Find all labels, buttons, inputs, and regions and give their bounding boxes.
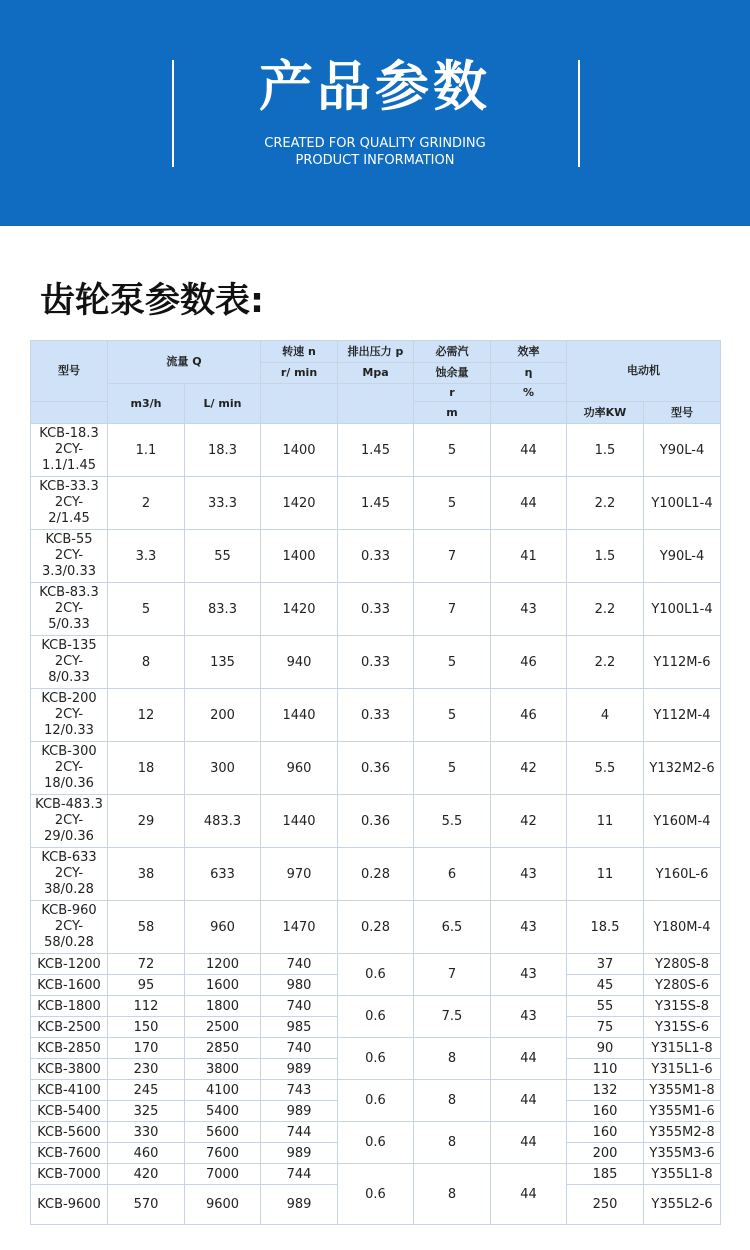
flow-m3h-cell: 8 [108, 636, 185, 689]
speed-cell: 740 [261, 954, 338, 975]
npsh-cell: 7.5 [414, 996, 491, 1038]
table-row [31, 1080, 721, 1101]
speed-cell: 989 [261, 1143, 338, 1164]
table-row [31, 636, 721, 689]
header-npsh-line3: r [414, 384, 491, 402]
table-row [31, 1122, 721, 1143]
model-text: 38/0.28 [44, 882, 94, 897]
pressure-cell: 1.45 [338, 477, 414, 530]
table-row [31, 1038, 721, 1059]
model-cell [31, 424, 108, 477]
model-text: KCB-18.3 [39, 426, 99, 441]
motor-model-cell: Y355M3-6 [644, 1143, 721, 1164]
speed-cell: 744 [261, 1122, 338, 1143]
model-text: 8/0.33 [48, 670, 90, 685]
motor-model-cell: Y355L1-8 [644, 1164, 721, 1185]
flow-m3h-cell: 72 [108, 954, 185, 975]
motor-power-cell: 2.2 [567, 583, 644, 636]
motor-model-cell: Y315S-6 [644, 1017, 721, 1038]
npsh-cell: 5 [414, 636, 491, 689]
model-cell [31, 583, 108, 636]
model-text: 2CY- [54, 548, 84, 563]
flow-m3h-cell: 230 [108, 1059, 185, 1080]
efficiency-cell: 46 [491, 636, 567, 689]
pressure-cell: 0.6 [338, 954, 414, 996]
npsh-cell: 7 [414, 954, 491, 996]
speed-cell: 1420 [261, 583, 338, 636]
motor-power-cell: 2.2 [567, 477, 644, 530]
motor-model-cell: Y315L1-6 [644, 1059, 721, 1080]
model-cell: KCB-9600 [31, 1185, 108, 1225]
model-text: 2CY- [54, 601, 84, 616]
model-cell: KCB-7600 [31, 1143, 108, 1164]
model-text: 1.1/1.45 [42, 458, 96, 473]
speed-cell: 970 [261, 848, 338, 901]
header-model-blank [31, 402, 108, 424]
section-title: 齿轮泵参数表: [40, 281, 264, 321]
header-efficiency-line3: % [491, 384, 567, 402]
flow-m3h-cell: 29 [108, 795, 185, 848]
model-cell: KCB-3800 [31, 1059, 108, 1080]
model-cell: KCB-1600 [31, 975, 108, 996]
pressure-cell: 0.6 [338, 1080, 414, 1122]
model-text: 5/0.33 [48, 617, 90, 632]
model-cell: KCB-1800 [31, 996, 108, 1017]
speed-cell: 1420 [261, 477, 338, 530]
efficiency-cell: 44 [491, 477, 567, 530]
flow-m3h-cell: 325 [108, 1101, 185, 1122]
flow-m3h-cell: 58 [108, 901, 185, 954]
motor-model-cell: Y355M2-8 [644, 1122, 721, 1143]
flow-lmin-cell: 1600 [185, 975, 261, 996]
flow-m3h-cell: 38 [108, 848, 185, 901]
speed-cell: 1440 [261, 795, 338, 848]
flow-lmin-cell: 18.3 [185, 424, 261, 477]
motor-power-cell: 4 [567, 689, 644, 742]
header-npsh-line2: 蚀余量 [414, 363, 491, 384]
header-motor-model: 型号 [644, 402, 721, 424]
motor-power-cell: 2.2 [567, 636, 644, 689]
npsh-cell: 8 [414, 1164, 491, 1225]
model-text: 2CY- [54, 866, 84, 881]
speed-cell: 989 [261, 1101, 338, 1122]
header-speed-blank [261, 384, 338, 424]
efficiency-cell: 42 [491, 795, 567, 848]
motor-power-cell: 45 [567, 975, 644, 996]
efficiency-cell: 44 [491, 1080, 567, 1122]
model-text: 2CY- [54, 760, 84, 775]
speed-cell: 743 [261, 1080, 338, 1101]
pressure-cell: 0.36 [338, 742, 414, 795]
flow-lmin-cell: 633 [185, 848, 261, 901]
npsh-cell: 7 [414, 530, 491, 583]
motor-power-cell: 110 [567, 1059, 644, 1080]
motor-power-cell: 185 [567, 1164, 644, 1185]
npsh-cell: 5 [414, 424, 491, 477]
flow-lmin-cell: 7000 [185, 1164, 261, 1185]
speed-cell: 985 [261, 1017, 338, 1038]
model-text: KCB-33.3 [39, 479, 99, 494]
model-text: 2CY- [54, 707, 84, 722]
speed-cell: 940 [261, 636, 338, 689]
efficiency-cell: 43 [491, 996, 567, 1038]
speed-cell: 1470 [261, 901, 338, 954]
speed-cell: 744 [261, 1164, 338, 1185]
flow-m3h-cell: 150 [108, 1017, 185, 1038]
motor-model-cell: Y160L-6 [644, 848, 721, 901]
efficiency-cell: 44 [491, 1038, 567, 1080]
motor-model-cell: Y160M-4 [644, 795, 721, 848]
model-text: 12/0.33 [44, 723, 94, 738]
npsh-cell: 8 [414, 1122, 491, 1164]
speed-cell: 740 [261, 1038, 338, 1059]
flow-m3h-cell: 95 [108, 975, 185, 996]
header-npsh-line4: m [414, 402, 491, 424]
npsh-cell: 8 [414, 1038, 491, 1080]
motor-model-cell: Y90L-4 [644, 530, 721, 583]
header-efficiency-blank [491, 402, 567, 424]
npsh-cell: 8 [414, 1080, 491, 1122]
table-row [31, 689, 721, 742]
model-text: KCB-483.3 [35, 797, 103, 812]
header-banner [0, 0, 750, 226]
model-text: 2CY- [54, 919, 84, 934]
flow-lmin-cell: 2850 [185, 1038, 261, 1059]
flow-lmin-cell: 5600 [185, 1122, 261, 1143]
model-text: KCB-960 [41, 903, 97, 918]
model-text: 29/0.36 [44, 829, 94, 844]
speed-cell: 980 [261, 975, 338, 996]
table-row [31, 583, 721, 636]
header-pressure-line2: Mpa [338, 363, 414, 384]
speed-cell: 1400 [261, 530, 338, 583]
header-speed-line2: r/ min [261, 363, 338, 384]
flow-m3h-cell: 330 [108, 1122, 185, 1143]
motor-model-cell: Y280S-8 [644, 954, 721, 975]
flow-lmin-cell: 33.3 [185, 477, 261, 530]
model-text: KCB-200 [41, 691, 97, 706]
table-row [31, 848, 721, 901]
efficiency-cell: 42 [491, 742, 567, 795]
table-row [31, 530, 721, 583]
model-cell: KCB-4100 [31, 1080, 108, 1101]
flow-m3h-cell: 5 [108, 583, 185, 636]
flow-m3h-cell: 3.3 [108, 530, 185, 583]
table-row [31, 424, 721, 477]
flow-lmin-cell: 960 [185, 901, 261, 954]
model-cell [31, 901, 108, 954]
table-row [31, 1164, 721, 1185]
model-cell [31, 848, 108, 901]
motor-model-cell: Y315L1-8 [644, 1038, 721, 1059]
motor-model-cell: Y355M1-6 [644, 1101, 721, 1122]
motor-model-cell: Y100L1-4 [644, 477, 721, 530]
header-model: 型号 [31, 341, 108, 402]
flow-m3h-cell: 2 [108, 477, 185, 530]
model-text: 3.3/0.33 [42, 564, 96, 579]
pressure-cell: 0.33 [338, 583, 414, 636]
flow-m3h-cell: 1.1 [108, 424, 185, 477]
flow-m3h-cell: 170 [108, 1038, 185, 1059]
motor-power-cell: 1.5 [567, 530, 644, 583]
header-motor: 电动机 [567, 341, 721, 402]
motor-power-cell: 75 [567, 1017, 644, 1038]
npsh-cell: 5 [414, 689, 491, 742]
motor-model-cell: Y90L-4 [644, 424, 721, 477]
model-cell [31, 477, 108, 530]
motor-model-cell: Y132M2-6 [644, 742, 721, 795]
flow-lmin-cell: 2500 [185, 1017, 261, 1038]
motor-power-cell: 90 [567, 1038, 644, 1059]
motor-power-cell: 5.5 [567, 742, 644, 795]
model-text: KCB-83.3 [39, 585, 99, 600]
pressure-cell: 0.36 [338, 795, 414, 848]
model-cell [31, 689, 108, 742]
efficiency-cell: 43 [491, 583, 567, 636]
model-text: 2CY- [54, 495, 84, 510]
motor-power-cell: 1.5 [567, 424, 644, 477]
motor-power-cell: 55 [567, 996, 644, 1017]
motor-model-cell: Y112M-6 [644, 636, 721, 689]
speed-cell: 740 [261, 996, 338, 1017]
header-efficiency-line2: η [491, 363, 567, 384]
efficiency-cell: 44 [491, 1164, 567, 1225]
header-flow-m3h: m3/h [108, 384, 185, 424]
model-cell: KCB-1200 [31, 954, 108, 975]
model-text: 2CY- [54, 654, 84, 669]
model-text: KCB-55 [45, 532, 93, 547]
flow-lmin-cell: 300 [185, 742, 261, 795]
speed-cell: 989 [261, 1185, 338, 1225]
flow-lmin-cell: 135 [185, 636, 261, 689]
npsh-cell: 5 [414, 477, 491, 530]
model-cell: KCB-5600 [31, 1122, 108, 1143]
pressure-cell: 1.45 [338, 424, 414, 477]
efficiency-cell: 44 [491, 424, 567, 477]
flow-m3h-cell: 112 [108, 996, 185, 1017]
model-text: 2CY- [54, 442, 84, 457]
npsh-cell: 7 [414, 583, 491, 636]
pressure-cell: 0.28 [338, 901, 414, 954]
model-cell: KCB-5400 [31, 1101, 108, 1122]
speed-cell: 989 [261, 1059, 338, 1080]
motor-power-cell: 18.5 [567, 901, 644, 954]
flow-m3h-cell: 460 [108, 1143, 185, 1164]
flow-lmin-cell: 200 [185, 689, 261, 742]
pressure-cell: 0.6 [338, 1164, 414, 1225]
motor-model-cell: Y315S-8 [644, 996, 721, 1017]
motor-model-cell: Y355L2-6 [644, 1185, 721, 1225]
model-text: 18/0.36 [44, 776, 94, 791]
efficiency-cell: 44 [491, 1122, 567, 1164]
motor-power-cell: 37 [567, 954, 644, 975]
motor-model-cell: Y112M-4 [644, 689, 721, 742]
flow-lmin-cell: 7600 [185, 1143, 261, 1164]
efficiency-cell: 43 [491, 954, 567, 996]
speed-cell: 1440 [261, 689, 338, 742]
flow-m3h-cell: 12 [108, 689, 185, 742]
motor-power-cell: 160 [567, 1101, 644, 1122]
header-npsh-line1: 必需汽 [414, 341, 491, 363]
table-row [31, 901, 721, 954]
table-row [31, 477, 721, 530]
efficiency-cell: 43 [491, 848, 567, 901]
model-text: KCB-300 [41, 744, 97, 759]
parameter-table [30, 340, 721, 1225]
flow-lmin-cell: 83.3 [185, 583, 261, 636]
model-text: KCB-633 [41, 850, 97, 865]
table-row [31, 795, 721, 848]
pressure-cell: 0.33 [338, 636, 414, 689]
flow-lmin-cell: 5400 [185, 1101, 261, 1122]
flow-m3h-cell: 18 [108, 742, 185, 795]
motor-power-cell: 132 [567, 1080, 644, 1101]
motor-model-cell: Y100L1-4 [644, 583, 721, 636]
model-text: 2/1.45 [48, 511, 90, 526]
efficiency-cell: 41 [491, 530, 567, 583]
motor-model-cell: Y180M-4 [644, 901, 721, 954]
pressure-cell: 0.33 [338, 689, 414, 742]
npsh-cell: 6 [414, 848, 491, 901]
header-pressure-line1: 排出压力 p [338, 341, 414, 363]
model-cell [31, 636, 108, 689]
table-row [31, 954, 721, 975]
motor-power-cell: 11 [567, 795, 644, 848]
motor-power-cell: 11 [567, 848, 644, 901]
npsh-cell: 5.5 [414, 795, 491, 848]
motor-model-cell: Y280S-6 [644, 975, 721, 996]
flow-lmin-cell: 483.3 [185, 795, 261, 848]
model-cell: KCB-2850 [31, 1038, 108, 1059]
flow-lmin-cell: 3800 [185, 1059, 261, 1080]
motor-power-cell: 250 [567, 1185, 644, 1225]
pressure-cell: 0.6 [338, 996, 414, 1038]
motor-power-cell: 200 [567, 1143, 644, 1164]
flow-lmin-cell: 1200 [185, 954, 261, 975]
flow-lmin-cell: 9600 [185, 1185, 261, 1225]
flow-m3h-cell: 570 [108, 1185, 185, 1225]
header-efficiency-line1: 效率 [491, 341, 567, 363]
header-speed-line1: 转速 n [261, 341, 338, 363]
header-flow-lmin: L/ min [185, 384, 261, 424]
npsh-cell: 6.5 [414, 901, 491, 954]
model-cell: KCB-7000 [31, 1164, 108, 1185]
header-motor-power: 功率KW [567, 402, 644, 424]
banner-subtitle-line2: PRODUCT INFORMATION [295, 153, 455, 168]
model-text: KCB-135 [41, 638, 97, 653]
pressure-cell: 0.6 [338, 1038, 414, 1080]
pressure-cell: 0.33 [338, 530, 414, 583]
efficiency-cell: 46 [491, 689, 567, 742]
pressure-cell: 0.6 [338, 1122, 414, 1164]
flow-lmin-cell: 55 [185, 530, 261, 583]
banner-subtitle-line1: CREATED FOR QUALITY GRINDING [264, 136, 486, 151]
flow-lmin-cell: 1800 [185, 996, 261, 1017]
speed-cell: 960 [261, 742, 338, 795]
motor-power-cell: 160 [567, 1122, 644, 1143]
banner-title: 产品参数 [259, 55, 491, 118]
flow-m3h-cell: 420 [108, 1164, 185, 1185]
speed-cell: 1400 [261, 424, 338, 477]
table-body [31, 424, 721, 1225]
model-cell [31, 795, 108, 848]
model-text: 58/0.28 [44, 935, 94, 950]
model-text: 2CY- [54, 813, 84, 828]
motor-model-cell: Y355M1-8 [644, 1080, 721, 1101]
header-flow: 流量 Q [108, 341, 261, 384]
table-row [31, 996, 721, 1017]
flow-lmin-cell: 4100 [185, 1080, 261, 1101]
efficiency-cell: 43 [491, 901, 567, 954]
model-cell: KCB-2500 [31, 1017, 108, 1038]
table-row [31, 742, 721, 795]
header-pressure-blank [338, 384, 414, 424]
model-cell [31, 742, 108, 795]
model-cell [31, 530, 108, 583]
npsh-cell: 5 [414, 742, 491, 795]
pressure-cell: 0.28 [338, 848, 414, 901]
flow-m3h-cell: 245 [108, 1080, 185, 1101]
